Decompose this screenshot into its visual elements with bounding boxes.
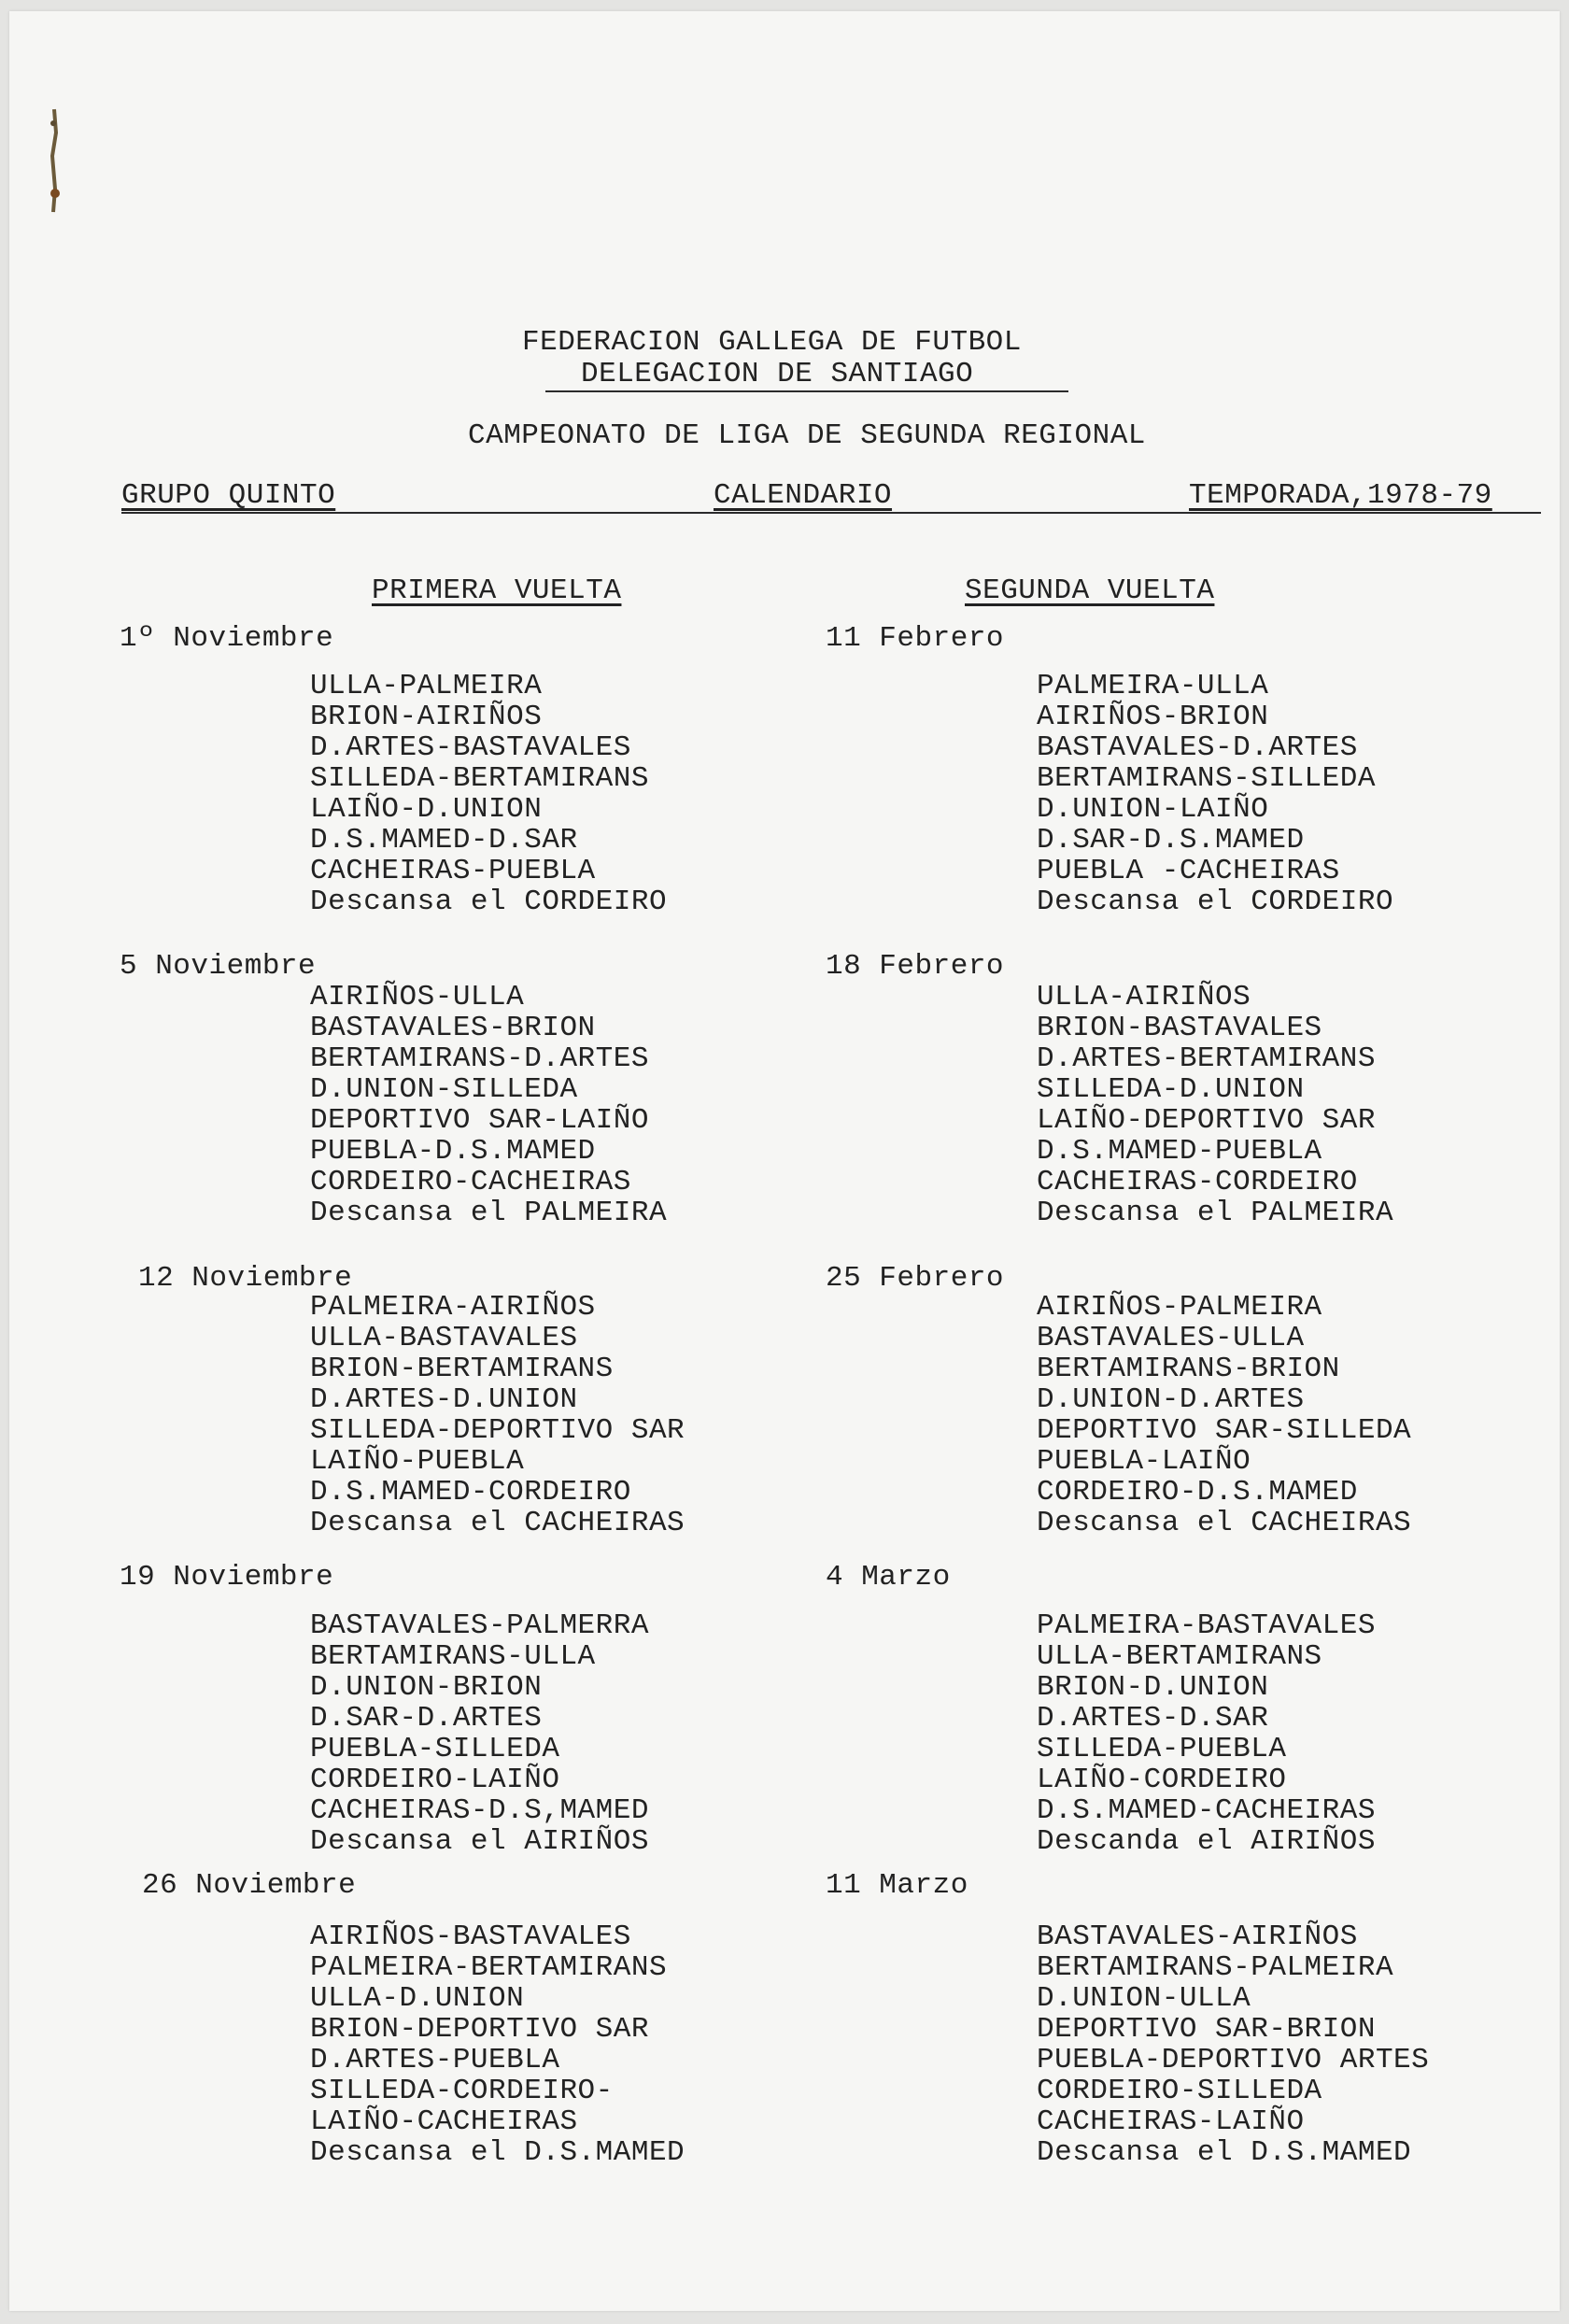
match: BASTAVALES-PALMERRA (310, 1609, 649, 1642)
match: BRION-BASTAVALES (1037, 1012, 1322, 1044)
delegation-underline (545, 390, 1068, 392)
match: BASTAVALES-ULLA (1037, 1322, 1305, 1354)
first-round-title: PRIMERA VUELTA (372, 574, 622, 607)
season-label: TEMPORADA,1978-79 (1189, 479, 1492, 512)
group-label: GRUPO QUINTO (121, 479, 336, 512)
match: D.S.MAMED-PUEBLA (1037, 1135, 1322, 1168)
match: PALMEIRA-AIRIÑOS (310, 1291, 596, 1324)
match: BASTAVALES-AIRIÑOS (1037, 1920, 1358, 1953)
match: D.ARTES-PUEBLA (310, 2044, 560, 2076)
match: PUEBLA-SILLEDA (310, 1733, 560, 1765)
rest-team: Descansa el CORDEIRO (310, 886, 668, 918)
match: CACHEIRAS-LAIÑO (1037, 2105, 1305, 2138)
match: ULLA-BERTAMIRANS (1037, 1640, 1322, 1673)
match: D.S.MAMED-CACHEIRAS (1037, 1794, 1376, 1827)
round2-day3-date: 25 Febrero (826, 1262, 1005, 1295)
match: AIRIÑOS-ULLA (310, 981, 525, 1013)
match: BASTAVALES-BRION (310, 1012, 596, 1044)
rest-team: Descansa el CORDEIRO (1037, 886, 1394, 918)
round1-day4-date: 19 Noviembre (120, 1561, 334, 1594)
match: D.ARTES-BERTAMIRANS (1037, 1042, 1376, 1075)
match: DEPORTIVO SAR-LAIÑO (310, 1104, 649, 1137)
match: CORDEIRO-D.S.MAMED (1037, 1476, 1358, 1509)
match: ULLA-BASTAVALES (310, 1322, 578, 1354)
match: CORDEIRO-LAIÑO (310, 1764, 560, 1796)
match: D.S.MAMED-CORDEIRO (310, 1476, 631, 1509)
round2-day3-matches (1037, 1292, 1411, 1538)
match: D.UNION-ULLA (1037, 1982, 1251, 2015)
round2-day2-matches (1037, 982, 1393, 1228)
match: PUEBLA-DEPORTIVO ARTES (1037, 2044, 1430, 2076)
round1-day2-date: 5 Noviembre (120, 950, 317, 983)
rest-team: Descansa el PALMEIRA (1037, 1197, 1394, 1229)
federation-title: FEDERACION GALLEGA DE FUTBOL (522, 326, 1022, 359)
match: D.SAR-D.S.MAMED (1037, 824, 1305, 857)
match: BASTAVALES-D.ARTES (1037, 731, 1358, 764)
document-page (9, 11, 1560, 2311)
second-round-title: SEGUNDA VUELTA (965, 574, 1215, 607)
match: LAIÑO-CACHEIRAS (310, 2105, 578, 2138)
staple-mark-icon (47, 105, 62, 217)
match: BRION-BERTAMIRANS (310, 1353, 614, 1385)
round2-day5-date: 11 Marzo (826, 1869, 968, 1902)
match: SILLEDA-BERTAMIRANS (310, 762, 649, 795)
match: DEPORTIVO SAR-BRION (1037, 2013, 1376, 2046)
match: AIRIÑOS-BASTAVALES (310, 1920, 631, 1953)
match: D.UNION-SILLEDA (310, 1073, 578, 1106)
match: ULLA-AIRIÑOS (1037, 981, 1251, 1013)
match: CACHEIRAS-CORDEIRO (1037, 1166, 1358, 1198)
match: PUEBLA -CACHEIRAS (1037, 855, 1340, 887)
round1-day5-date: 26 Noviembre (142, 1869, 357, 1902)
rest-team: Descansa el CACHEIRAS (310, 1507, 686, 1539)
round1-day3-matches (310, 1292, 685, 1538)
match: BERTAMIRANS-D.ARTES (310, 1042, 649, 1075)
match: LAIÑO-CORDEIRO (1037, 1764, 1287, 1796)
rest-team: Descansa el PALMEIRA (310, 1197, 668, 1229)
match: DEPORTIVO SAR-SILLEDA (1037, 1414, 1412, 1447)
match: LAIÑO-D.UNION (310, 793, 543, 826)
round2-day5-matches (1037, 1921, 1429, 2168)
header-rule (121, 512, 1541, 514)
match: CACHEIRAS-PUEBLA (310, 855, 596, 887)
round2-day2-date: 18 Febrero (826, 950, 1005, 983)
match: SILLEDA-D.UNION (1037, 1073, 1305, 1106)
match: ULLA-PALMEIRA (310, 670, 543, 702)
round2-day4-matches (1037, 1610, 1376, 1857)
rest-team: Descansa el D.S.MAMED (1037, 2136, 1412, 2169)
match: LAIÑO-DEPORTIVO SAR (1037, 1104, 1376, 1137)
match: D.ARTES-D.SAR (1037, 1702, 1269, 1735)
match: BRION-D.UNION (1037, 1671, 1269, 1704)
match: D.UNION-LAIÑO (1037, 793, 1269, 826)
match: D.ARTES-D.UNION (310, 1383, 578, 1416)
round1-day3-date: 12 Noviembre (138, 1262, 353, 1295)
match: PUEBLA-LAIÑO (1037, 1445, 1251, 1478)
match: D.SAR-D.ARTES (310, 1702, 543, 1735)
round2-day4-date: 4 Marzo (826, 1561, 951, 1594)
round2-day1-matches (1037, 671, 1393, 917)
match: SILLEDA-CORDEIRO- (310, 2075, 614, 2107)
round1-day1-date: 1º Noviembre (120, 622, 334, 655)
match: D.UNION-D.ARTES (1037, 1383, 1305, 1416)
match: CACHEIRAS-D.S,MAMED (310, 1794, 649, 1827)
round1-day5-matches (310, 1921, 685, 2168)
match: PUEBLA-D.S.MAMED (310, 1135, 596, 1168)
match: SILLEDA-PUEBLA (1037, 1733, 1287, 1765)
round2-day1-date: 11 Febrero (826, 622, 1005, 655)
championship-title: CAMPEONATO DE LIGA DE SEGUNDA REGIONAL (468, 419, 1146, 452)
rest-team: Descansa el D.S.MAMED (310, 2136, 686, 2169)
match: BRION-DEPORTIVO SAR (310, 2013, 649, 2046)
round1-day2-matches (310, 982, 667, 1228)
match: D.ARTES-BASTAVALES (310, 731, 631, 764)
rest-team: Descanda el AIRIÑOS (1037, 1825, 1376, 1858)
match: SILLEDA-DEPORTIVO SAR (310, 1414, 686, 1447)
match: PALMEIRA-ULLA (1037, 670, 1269, 702)
match: CORDEIRO-CACHEIRAS (310, 1166, 631, 1198)
match: D.UNION-BRION (310, 1671, 543, 1704)
match: ULLA-D.UNION (310, 1982, 525, 2015)
match: AIRIÑOS-PALMEIRA (1037, 1291, 1322, 1324)
match: LAIÑO-PUEBLA (310, 1445, 525, 1478)
calendar-label: CALENDARIO (714, 479, 893, 512)
rest-team: Descansa el CACHEIRAS (1037, 1507, 1412, 1539)
match: BRION-AIRIÑOS (310, 701, 543, 733)
match: BERTAMIRANS-ULLA (310, 1640, 596, 1673)
round1-day4-matches (310, 1610, 649, 1857)
match: BERTAMIRANS-SILLEDA (1037, 762, 1376, 795)
match: BERTAMIRANS-PALMEIRA (1037, 1951, 1394, 1984)
rest-team: Descansa el AIRIÑOS (310, 1825, 649, 1858)
match: BERTAMIRANS-BRION (1037, 1353, 1340, 1385)
match: D.S.MAMED-D.SAR (310, 824, 578, 857)
match: AIRIÑOS-BRION (1037, 701, 1269, 733)
round1-day1-matches (310, 671, 667, 917)
match: PALMEIRA-BERTAMIRANS (310, 1951, 668, 1984)
match: PALMEIRA-BASTAVALES (1037, 1609, 1376, 1642)
delegation-title: DELEGACION DE SANTIAGO (581, 358, 974, 390)
match: CORDEIRO-SILLEDA (1037, 2075, 1322, 2107)
